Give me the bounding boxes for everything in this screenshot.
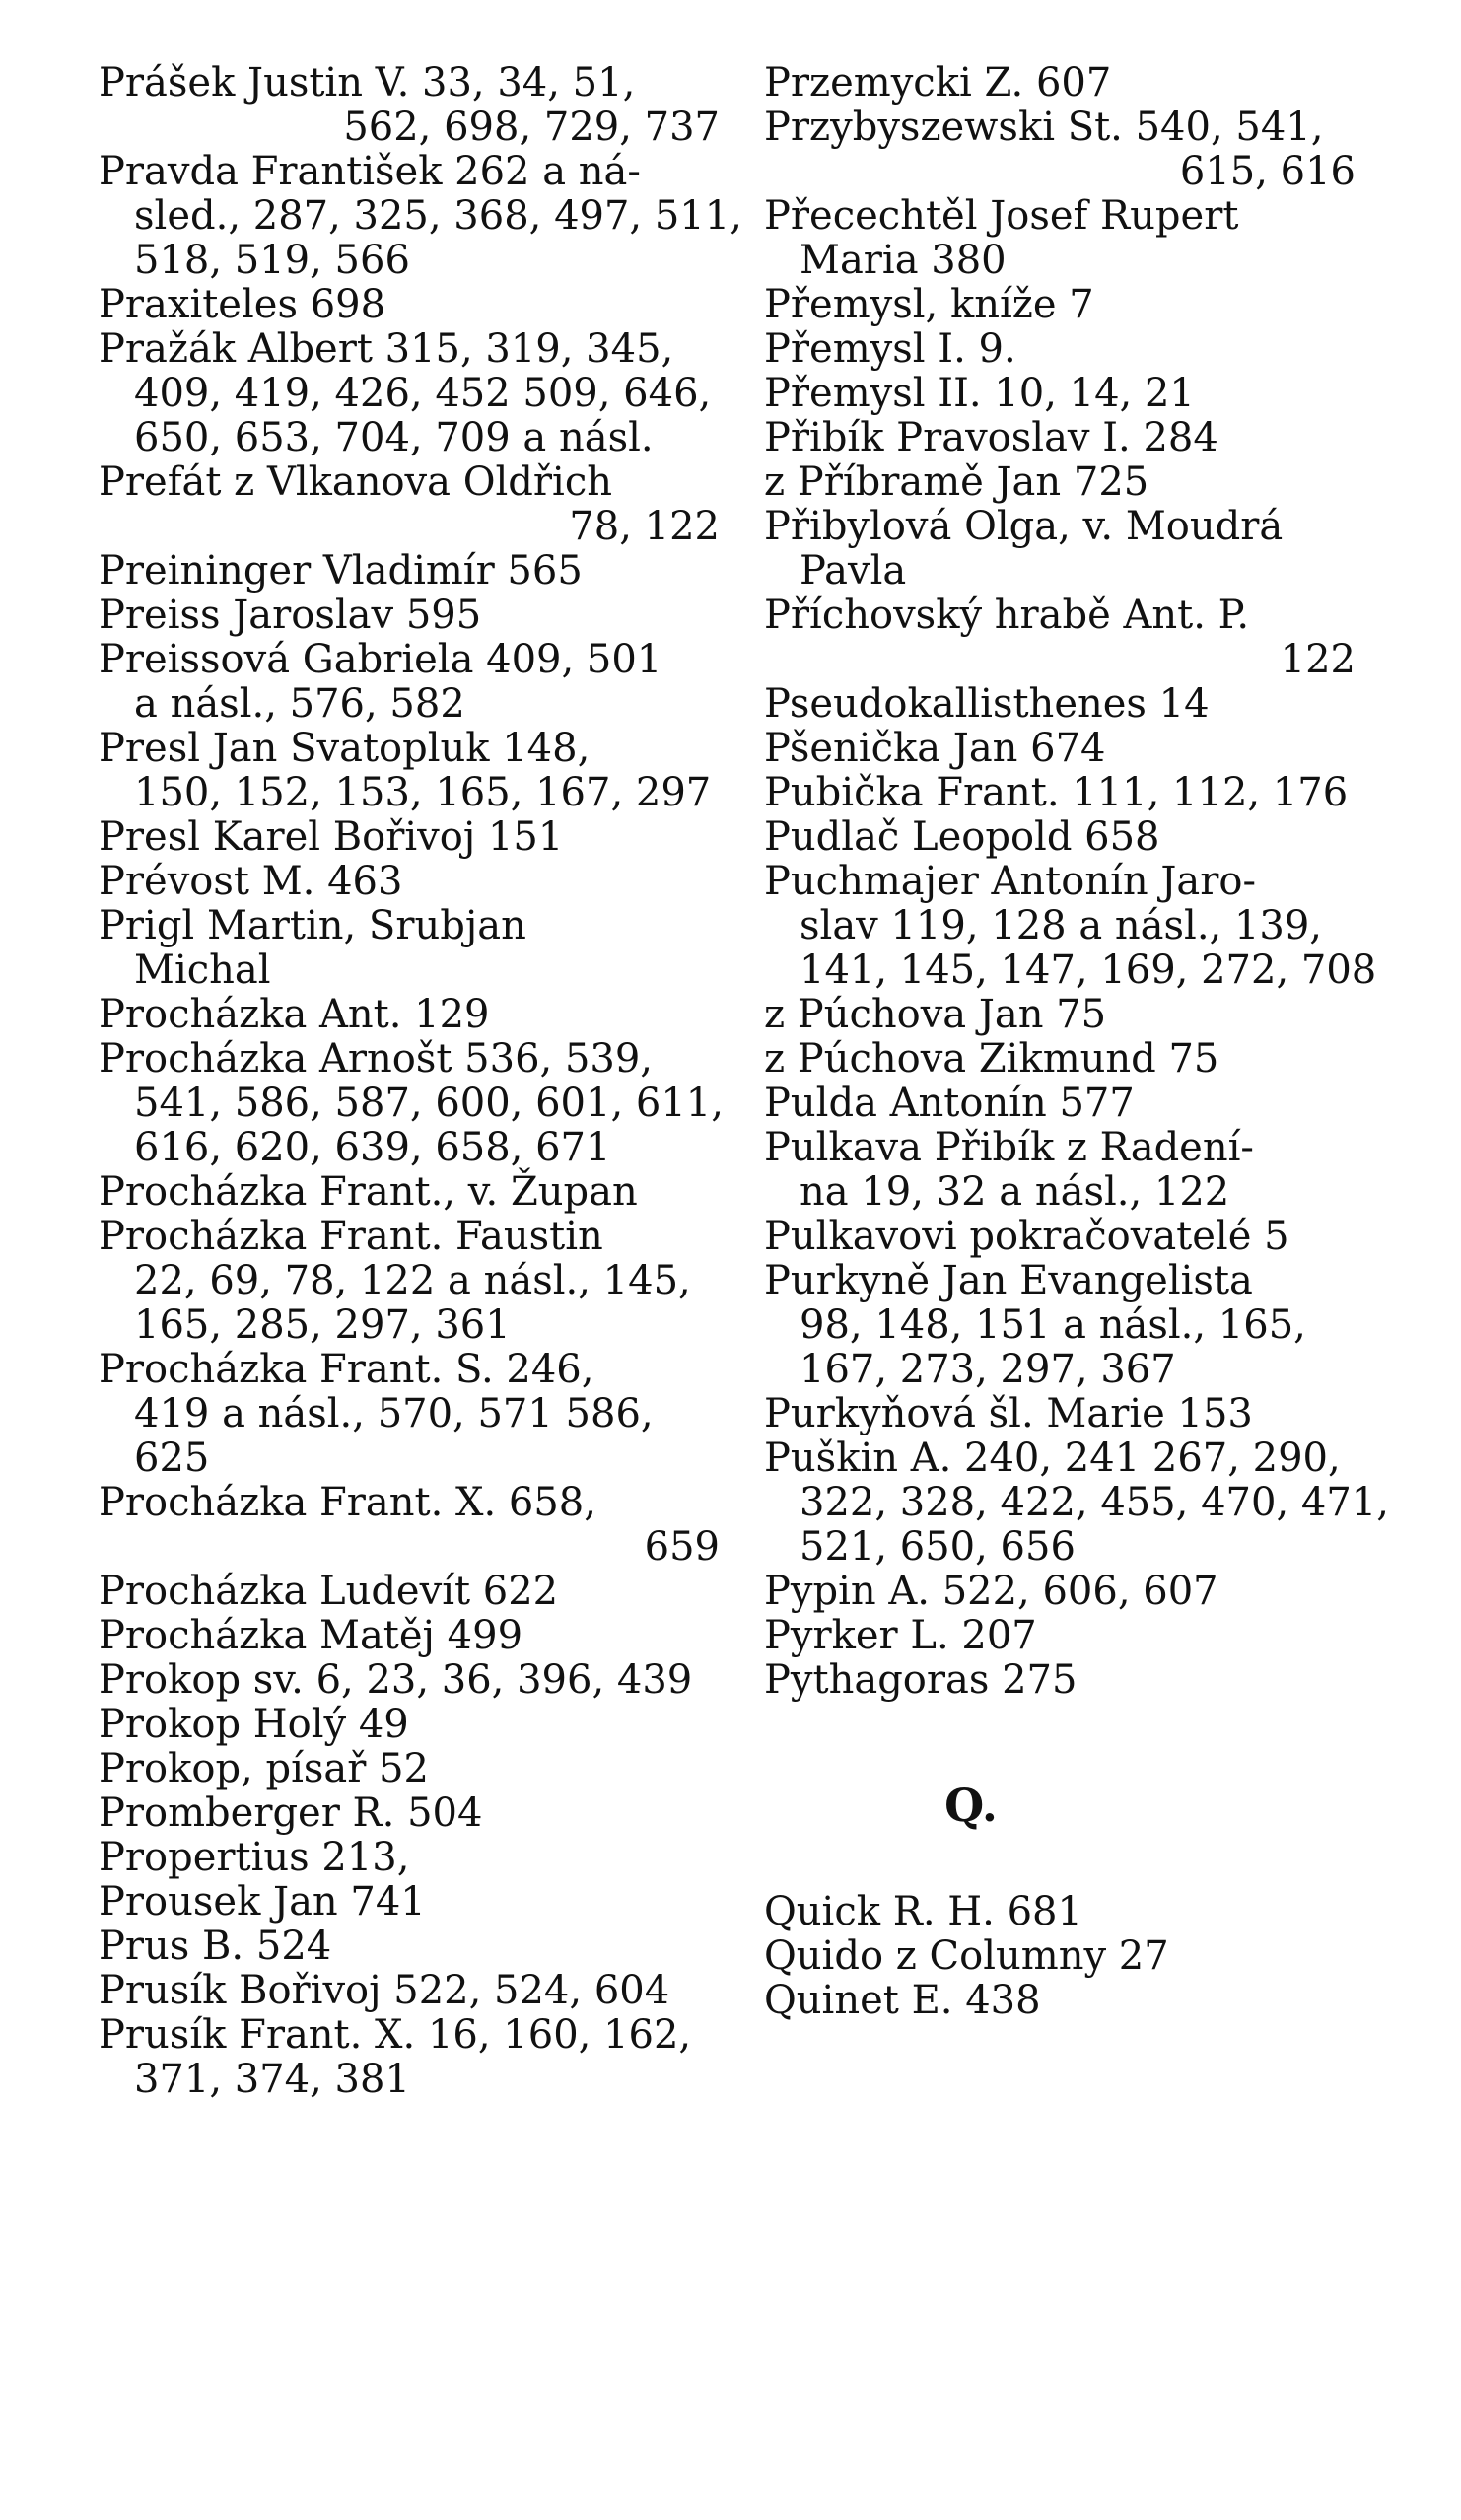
index-entry xyxy=(99,549,720,594)
entry-line: Pavla xyxy=(800,548,907,594)
index-entry xyxy=(99,1703,720,1747)
entry-line: 541, 586, 587, 600, 601, 611, xyxy=(134,1081,724,1126)
entry-line: z Příbramě Jan 725 xyxy=(764,459,1149,505)
index-entry xyxy=(764,727,1356,771)
index-entry xyxy=(764,1037,1356,1082)
index-entry xyxy=(99,1747,720,1791)
index-entry xyxy=(764,1979,1356,2023)
index-column-left xyxy=(99,60,742,2102)
entry-line: Prigl Martin, Srubjan xyxy=(99,903,526,948)
entry-line: 659 xyxy=(644,1524,720,1570)
index-entry xyxy=(99,283,720,327)
entry-line: 165, 285, 297, 361 xyxy=(134,1302,511,1348)
index-entry xyxy=(99,1658,720,1703)
index-entry xyxy=(99,1880,720,1925)
index-entry xyxy=(99,1348,720,1481)
entry-line: Puchmajer Antonín Jaro- xyxy=(764,859,1256,904)
entry-line: Purkyňová šl. Marie 153 xyxy=(764,1391,1253,1436)
entry-line: 409, 419, 426, 452 509, 646, xyxy=(134,371,712,416)
index-entry xyxy=(764,1614,1356,1658)
index-entry xyxy=(99,460,720,549)
entry-line: 122 xyxy=(1280,637,1356,682)
index-entry xyxy=(99,1614,720,1658)
index-entry xyxy=(764,1082,1356,1126)
index-entry xyxy=(764,1126,1356,1215)
index-entry xyxy=(99,638,720,727)
entry-line: Procházka Frant. Faustin xyxy=(99,1214,603,1259)
entry-line: Pypin A. 522, 606, 607 xyxy=(764,1569,1218,1614)
entry-line: Procházka Ant. 129 xyxy=(99,992,490,1037)
index-entry xyxy=(764,594,1356,682)
entry-line: 78, 122 xyxy=(569,504,720,549)
index-entry xyxy=(99,1215,720,1348)
index-entry xyxy=(99,1836,720,1880)
entry-line: Pravda František 262 a ná- xyxy=(99,149,641,194)
entry-line: Pulda Antonín 577 xyxy=(764,1081,1135,1126)
entry-line: 167, 273, 297, 367 xyxy=(800,1347,1176,1392)
entry-line: 419 a násl., 570, 571 586, xyxy=(134,1391,654,1436)
entry-line: sled., 287, 325, 368, 497, 511, xyxy=(134,193,742,239)
entry-line: Quinet E. 438 xyxy=(764,1978,1041,2023)
index-column-right xyxy=(764,60,1389,2023)
entry-line: Maria 380 xyxy=(800,238,1007,283)
entry-line: Prusík Bořivoj 522, 524, 604 xyxy=(99,1968,670,2013)
index-entry xyxy=(764,1392,1356,1436)
entry-line: Preissová Gabriela 409, 501 xyxy=(99,637,662,682)
entry-line: Quido z Columny 27 xyxy=(764,1933,1169,1979)
entry-line: Praxiteles 698 xyxy=(99,282,386,327)
index-entry xyxy=(99,2013,720,2102)
index-entry xyxy=(99,61,720,150)
index-entry xyxy=(764,416,1356,460)
index-entry xyxy=(764,194,1356,283)
index-entry xyxy=(764,1570,1356,1614)
entry-line: Purkyně Jan Evangelista xyxy=(764,1258,1253,1303)
entry-line: Prokop, písař 52 xyxy=(99,1746,429,1791)
index-entry xyxy=(99,815,720,860)
index-entry xyxy=(99,327,720,460)
index-entry xyxy=(99,860,720,904)
entry-line: na 19, 32 a násl., 122 xyxy=(800,1169,1230,1215)
entry-line: 22, 69, 78, 122 a násl., 145, xyxy=(134,1258,691,1303)
index-entry xyxy=(764,460,1356,505)
entry-line: Přibík Pravoslav I. 284 xyxy=(764,415,1218,460)
index-entry xyxy=(764,1215,1356,1259)
entry-line: Propertius 213, xyxy=(99,1835,410,1880)
index-entry xyxy=(99,727,720,815)
index-entry xyxy=(764,815,1356,860)
entry-line: Pyrker L. 207 xyxy=(764,1613,1037,1658)
entry-line: 521, 650, 656 xyxy=(800,1524,1076,1570)
entry-line: Prokop sv. 6, 23, 36, 396, 439 xyxy=(99,1657,693,1703)
entry-line: Prévost M. 463 xyxy=(99,859,403,904)
entry-line: Pšenička Jan 674 xyxy=(764,726,1106,771)
entry-line: 625 xyxy=(134,1435,210,1481)
index-entry xyxy=(764,372,1356,416)
entry-line: Michal xyxy=(134,947,271,993)
entry-line: Pudlač Leopold 658 xyxy=(764,814,1160,860)
entry-line: Prousek Jan 741 xyxy=(99,1879,426,1925)
index-entry xyxy=(99,149,742,283)
index-entry xyxy=(99,1969,720,2013)
entry-line: Preininger Vladimír 565 xyxy=(99,548,583,594)
entry-line: Příchovský hrabě Ant. P. xyxy=(764,593,1250,638)
index-entry xyxy=(99,594,720,638)
entry-line: a násl., 576, 582 xyxy=(134,681,465,727)
entry-line: Preiss Jaroslav 595 xyxy=(99,593,482,638)
entry-line: Prefát z Vlkanova Oldřich xyxy=(99,459,612,505)
entry-line: z Púchova Jan 75 xyxy=(764,992,1107,1037)
entry-line: Promberger R. 504 xyxy=(99,1790,483,1836)
index-entry xyxy=(99,904,720,993)
entry-line: 322, 328, 422, 455, 470, 471, xyxy=(800,1480,1389,1525)
index-entry xyxy=(764,993,1356,1037)
entry-line: z Púchova Zikmund 75 xyxy=(764,1036,1219,1082)
entry-line: 371, 374, 381 xyxy=(134,2057,410,2102)
index-entry xyxy=(764,771,1356,815)
index-entry xyxy=(764,1934,1356,1979)
index-entry xyxy=(99,993,720,1037)
entry-line: Prusík Frant. X. 16, 160, 162, xyxy=(99,2012,692,2058)
entry-line: Procházka Ludevít 622 xyxy=(99,1569,559,1614)
index-entry xyxy=(99,1925,720,1969)
entry-line: Přecechtěl Josef Rupert xyxy=(764,193,1239,239)
entry-line: 98, 148, 151 a násl., 165, xyxy=(800,1302,1306,1348)
index-entry xyxy=(764,1890,1356,1934)
entry-line: Prášek Justin V. 33, 34, 51, xyxy=(99,60,636,105)
index-entry xyxy=(764,1435,1389,1570)
entry-line: Quick R. H. 681 xyxy=(764,1889,1082,1934)
entry-line: Procházka Frant. S. 246, xyxy=(99,1347,594,1392)
index-entry xyxy=(764,327,1356,372)
entry-line: Puškin A. 240, 241 267, 290, xyxy=(764,1435,1341,1481)
entry-line: Pubička Frant. 111, 112, 176 xyxy=(764,770,1349,815)
entry-line: Prokop Holý 49 xyxy=(99,1702,409,1747)
section-letter-heading: Q. xyxy=(944,1779,998,1832)
index-entry xyxy=(99,1036,724,1170)
entry-line: Presl Karel Bořivoj 151 xyxy=(99,814,564,860)
entry-line: Pražák Albert 315, 319, 345, xyxy=(99,326,674,372)
index-entry xyxy=(764,105,1356,194)
index-entry xyxy=(764,61,1356,105)
index-entry xyxy=(99,1170,720,1215)
entry-line: Procházka Frant. X. 658, xyxy=(99,1480,596,1525)
entry-line: Przybyszewski St. 540, 541, xyxy=(764,105,1324,150)
index-entry xyxy=(764,1658,1356,1703)
entry-line: Pulkavovi pokračovatelé 5 xyxy=(764,1214,1289,1259)
index-entry xyxy=(99,1481,720,1570)
entry-line: 518, 519, 566 xyxy=(134,238,410,283)
index-entry xyxy=(764,1259,1356,1392)
entry-line: Pulkava Přibík z Radení- xyxy=(764,1125,1254,1170)
entry-line: Procházka Matěj 499 xyxy=(99,1613,523,1658)
entry-line: 616, 620, 639, 658, 671 xyxy=(134,1125,611,1170)
index-entry xyxy=(764,283,1356,327)
index-entry xyxy=(99,1570,720,1614)
index-entry xyxy=(764,505,1356,594)
index-entry xyxy=(764,682,1356,727)
entry-line: 650, 653, 704, 709 a násl. xyxy=(134,415,654,460)
index-entry xyxy=(99,1791,720,1836)
entry-line: Przemycki Z. 607 xyxy=(764,60,1112,105)
entry-line: 562, 698, 729, 737 xyxy=(343,105,720,150)
entry-line: Přemysl, kníže 7 xyxy=(764,282,1094,327)
entry-line: Přemysl I. 9. xyxy=(764,326,1016,372)
entry-line: Procházka Arnošt 536, 539, xyxy=(99,1036,654,1082)
entry-line: 615, 616 xyxy=(1179,149,1356,194)
entry-line: slav 119, 128 a násl., 139, xyxy=(800,903,1323,948)
entry-line: 150, 152, 153, 165, 167, 297 xyxy=(134,770,712,815)
entry-line: Procházka Frant., v. Župan xyxy=(99,1169,638,1215)
entry-line: Presl Jan Svatopluk 148, xyxy=(99,726,591,771)
index-entry xyxy=(764,859,1377,993)
entry-line: Pseudokallisthenes 14 xyxy=(764,681,1210,727)
entry-line: Přemysl II. 10, 14, 21 xyxy=(764,371,1195,416)
entry-line: Přibylová Olga, v. Moudrá xyxy=(764,504,1284,549)
entry-line: 141, 145, 147, 169, 272, 708 xyxy=(800,947,1377,993)
entry-line: Prus B. 524 xyxy=(99,1924,332,1969)
entry-line: Pythagoras 275 xyxy=(764,1657,1078,1703)
